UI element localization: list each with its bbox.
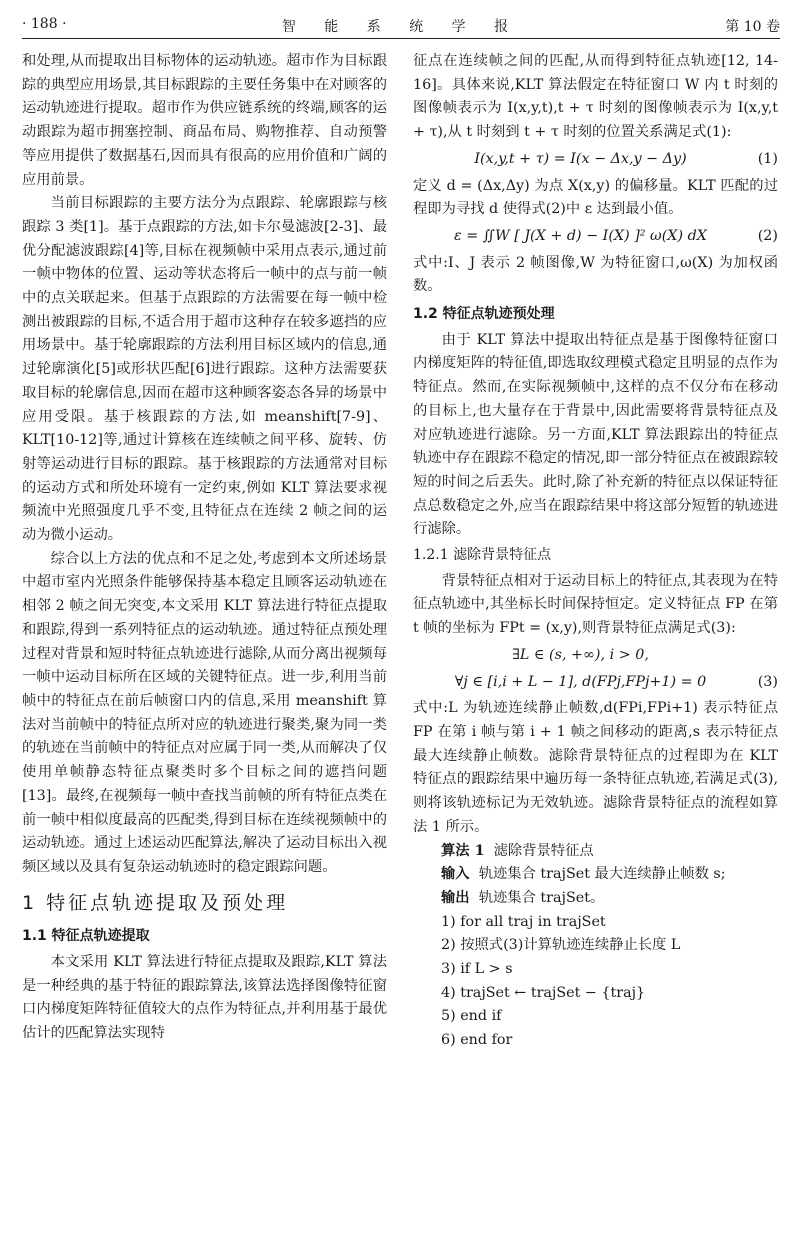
subsection-heading: 1.2 特征点轨迹预处理: [413, 306, 555, 323]
equation-1: [413, 148, 778, 172]
equation-body: ε = ∬W [ J(X + d) − I(X) ]² ω(X) dX: [454, 227, 707, 244]
volume-label: 第 10 卷: [725, 19, 780, 35]
algorithm-line: 1) for all traj in trajSet: [441, 913, 606, 930]
equation-3b: [413, 671, 778, 695]
algorithm-line: 2) 按照式(3)计算轨迹连续静止长度 L: [441, 937, 681, 954]
algorithm-line: 4) trajSet ← trajSet − {traj}: [441, 984, 646, 1001]
journal-title: 智 能 系 统 学 报: [281, 19, 521, 35]
paragraph: 定义 d = (Δx,Δy) 为点 X(x,y) 的偏移量。KLT 匹配的过程即为寻找 d 使得式(2)中 ε 达到最小值。: [413, 177, 778, 218]
subsection-heading: 1.1 特征点轨迹提取: [22, 928, 150, 945]
paragraph: 征点在连续帧之间的匹配,从而得到特征点轨迹[12, 14-16]。具体来说,KLT 算法假定在特征窗口 W 内 t 时刻的图像帧表示为 I(x,y,t),t + τ 时刻的图像帧表示为 I(x,y,t + τ),从 t 时刻到 t + τ 时刻的位置关系满足式(1):: [413, 53, 778, 141]
equation-body: I(x,y,t + τ) = I(x − Δx,y − Δy): [474, 150, 687, 167]
algorithm-line: 6) end for: [441, 1032, 513, 1049]
algorithm-title: 算法 1 滤除背景特征点: [441, 842, 594, 859]
section-heading: 1 特征点轨迹提取及预处理: [22, 891, 289, 914]
algorithm-output: 输出 轨迹集合 trajSet。: [441, 889, 605, 906]
equation-body: ∀j ∈ [i,i + L − 1], d(FPj,FPj+1) = 0: [454, 673, 707, 690]
paragraph: 和处理,从而提取出目标物体的运动轨迹。超市作为目标跟踪的典型应用场景,其目标跟踪的主要任务集中在对顾客的运动轨迹进行提取。超市作为供应链系统的终端,顾客的运动跟踪为超市拥塞控制、商品布局、购物推荐、自动预警等应用提供了数据基石,因而具有很高的应用价值和广阔的应用前景。: [22, 53, 387, 188]
paragraph: 式中:L 为轨迹连续静止帧数,d(FPi,FPi+1) 表示特征点 FP 在第 i 帧与第 i + 1 帧之间移动的距离,s 表示特征点最大连续静止帧数。滤除背景特征点的过程即为在 KLT 特征点的跟踪结果中遍历每一条特征点轨迹,若满足式(3),则将该轨迹标记为无效轨迹。滤除背景特征点的流程如算法 1 所示。: [413, 700, 778, 835]
paragraph: 背景特征点相对于运动目标上的特征点,其表现为在特征点轨迹中,其坐标长时间保持恒定。定义特征点 FP 在第 t 帧的坐标为 FPt = (x,y),则背景特征点满足式(3):: [413, 572, 778, 637]
paragraph: 当前目标跟踪的主要方法分为点跟踪、轮廓跟踪与核跟踪 3 类[1]。基于点跟踪的方法,如卡尔曼滤波[2-3]、最优分配滤波跟踪[4]等,目标在视频帧中采用点表示,通过前一帧中物体的位置、运动等状态将后一帧中的点与前一帧中的点关联起来。但基于点跟踪的方法需要在每一帧中检测出被跟踪的目标,不适合用于超市这种存在较多遮挡的应用场景中。基于轮廓跟踪的方法利用目标区域内的信息,通过轮廓演化[5]或形状匹配[6]进行跟踪。这种方法需要获取目标的轮廓信息,因而在超市这种顾客姿态各异的场景中应用受限。基于核跟踪的方法,如 meanshift[7-9]、KLT[10-12]等,通过计算核在连续帧之间平移、旋转、仿射等运动进行目标的跟踪。基于核跟踪的方法通常对目标的运动方式和所处环境有一定约束,例如 KLT 算法要求视频流中光照强度几乎不变,且特征点在连续 2 帧之间的运动为微小运动。: [22, 195, 387, 544]
subsubsection-heading: 1.2.1 滤除背景特征点: [413, 547, 552, 564]
equation-3a: [413, 644, 778, 668]
paragraph: 由于 KLT 算法中提取出特征点是基于图像特征窗口内梯度矩阵的特征值,即选取纹理模式稳定且明显的点作为特征点。然而,在实际视频帧中,这样的点不仅分布在移动的目标上,也大量存在于背景中,因此需要将背景特征点及对应轨迹进行滤除。另一方面,KLT 算法跟踪出的特征点轨迹中存在跟踪不稳定的情况,即一部分特征点在被跟踪较短的时间之后丢失。此时,除了补充新的特征点以保证特征点总数稳定之外,应当在跟踪结果中将这部分短暂的轨迹进行滤除。: [413, 331, 778, 538]
left-column: [22, 50, 387, 1046]
equation-number: (2): [757, 227, 778, 244]
equation-body: ∃L ∈ (s, +∞), i > 0,: [512, 646, 649, 663]
equation-number: (3): [757, 673, 778, 690]
algorithm-box: [413, 840, 778, 1053]
paragraph: 式中:I、J 表示 2 帧图像,W 为特征窗口,ω(X) 为加权函数。: [413, 254, 778, 295]
equation-2: [413, 225, 778, 249]
page-header: [22, 12, 780, 39]
algorithm-input: 输入 轨迹集合 trajSet 最大连续静止帧数 s;: [441, 866, 726, 883]
algorithm-line: 5) end if: [441, 1008, 502, 1025]
page-number: · 188 ·: [22, 16, 67, 32]
paragraph: 本文采用 KLT 算法进行特征点提取及跟踪,KLT 算法是一种经典的基于特征的跟踪算法,该算法选择图像特征窗口内梯度矩阵特征值较大的点作为特征点,并利用基于最优估计的匹配算法实现特: [22, 954, 387, 1042]
right-column: [413, 50, 778, 1053]
equation-number: (1): [757, 150, 778, 167]
paragraph: 综合以上方法的优点和不足之处,考虑到本文所述场景中超市室内光照条件能够保持基本稳定且顾客运动轨迹在相邻 2 帧之间无突变,本文采用 KLT 算法进行特征点提取和跟踪,得到一系列特征点的运动轨迹。通过特征点预处理过程对背景和短时特征点轨迹进行滤除,从而分离出视频每一帧中运动目标所在区域的关键特征点。进一步,利用当前帧中的特征点在前后帧窗口内的信息,采用 meanshift 算法对当前帧中的特征点所对应的轨迹进行聚类,聚为同一类的轨迹在当前帧中的特征点对应属于同一类,从而解决了仅使用单帧静态特征点聚类时多个目标之间的遮挡问题[13]。最终,在视频每一帧中查找当前帧的所有特征点类在前一帧中相似度最高的匹配类,得到目标在连续视频帧中的运动轨迹。通过上述运动匹配算法,解决了运动目标出入视频区域以及具有复杂运动轨迹时的稳定跟踪问题。: [22, 550, 387, 875]
algorithm-line: 3) if L > s: [441, 961, 513, 978]
